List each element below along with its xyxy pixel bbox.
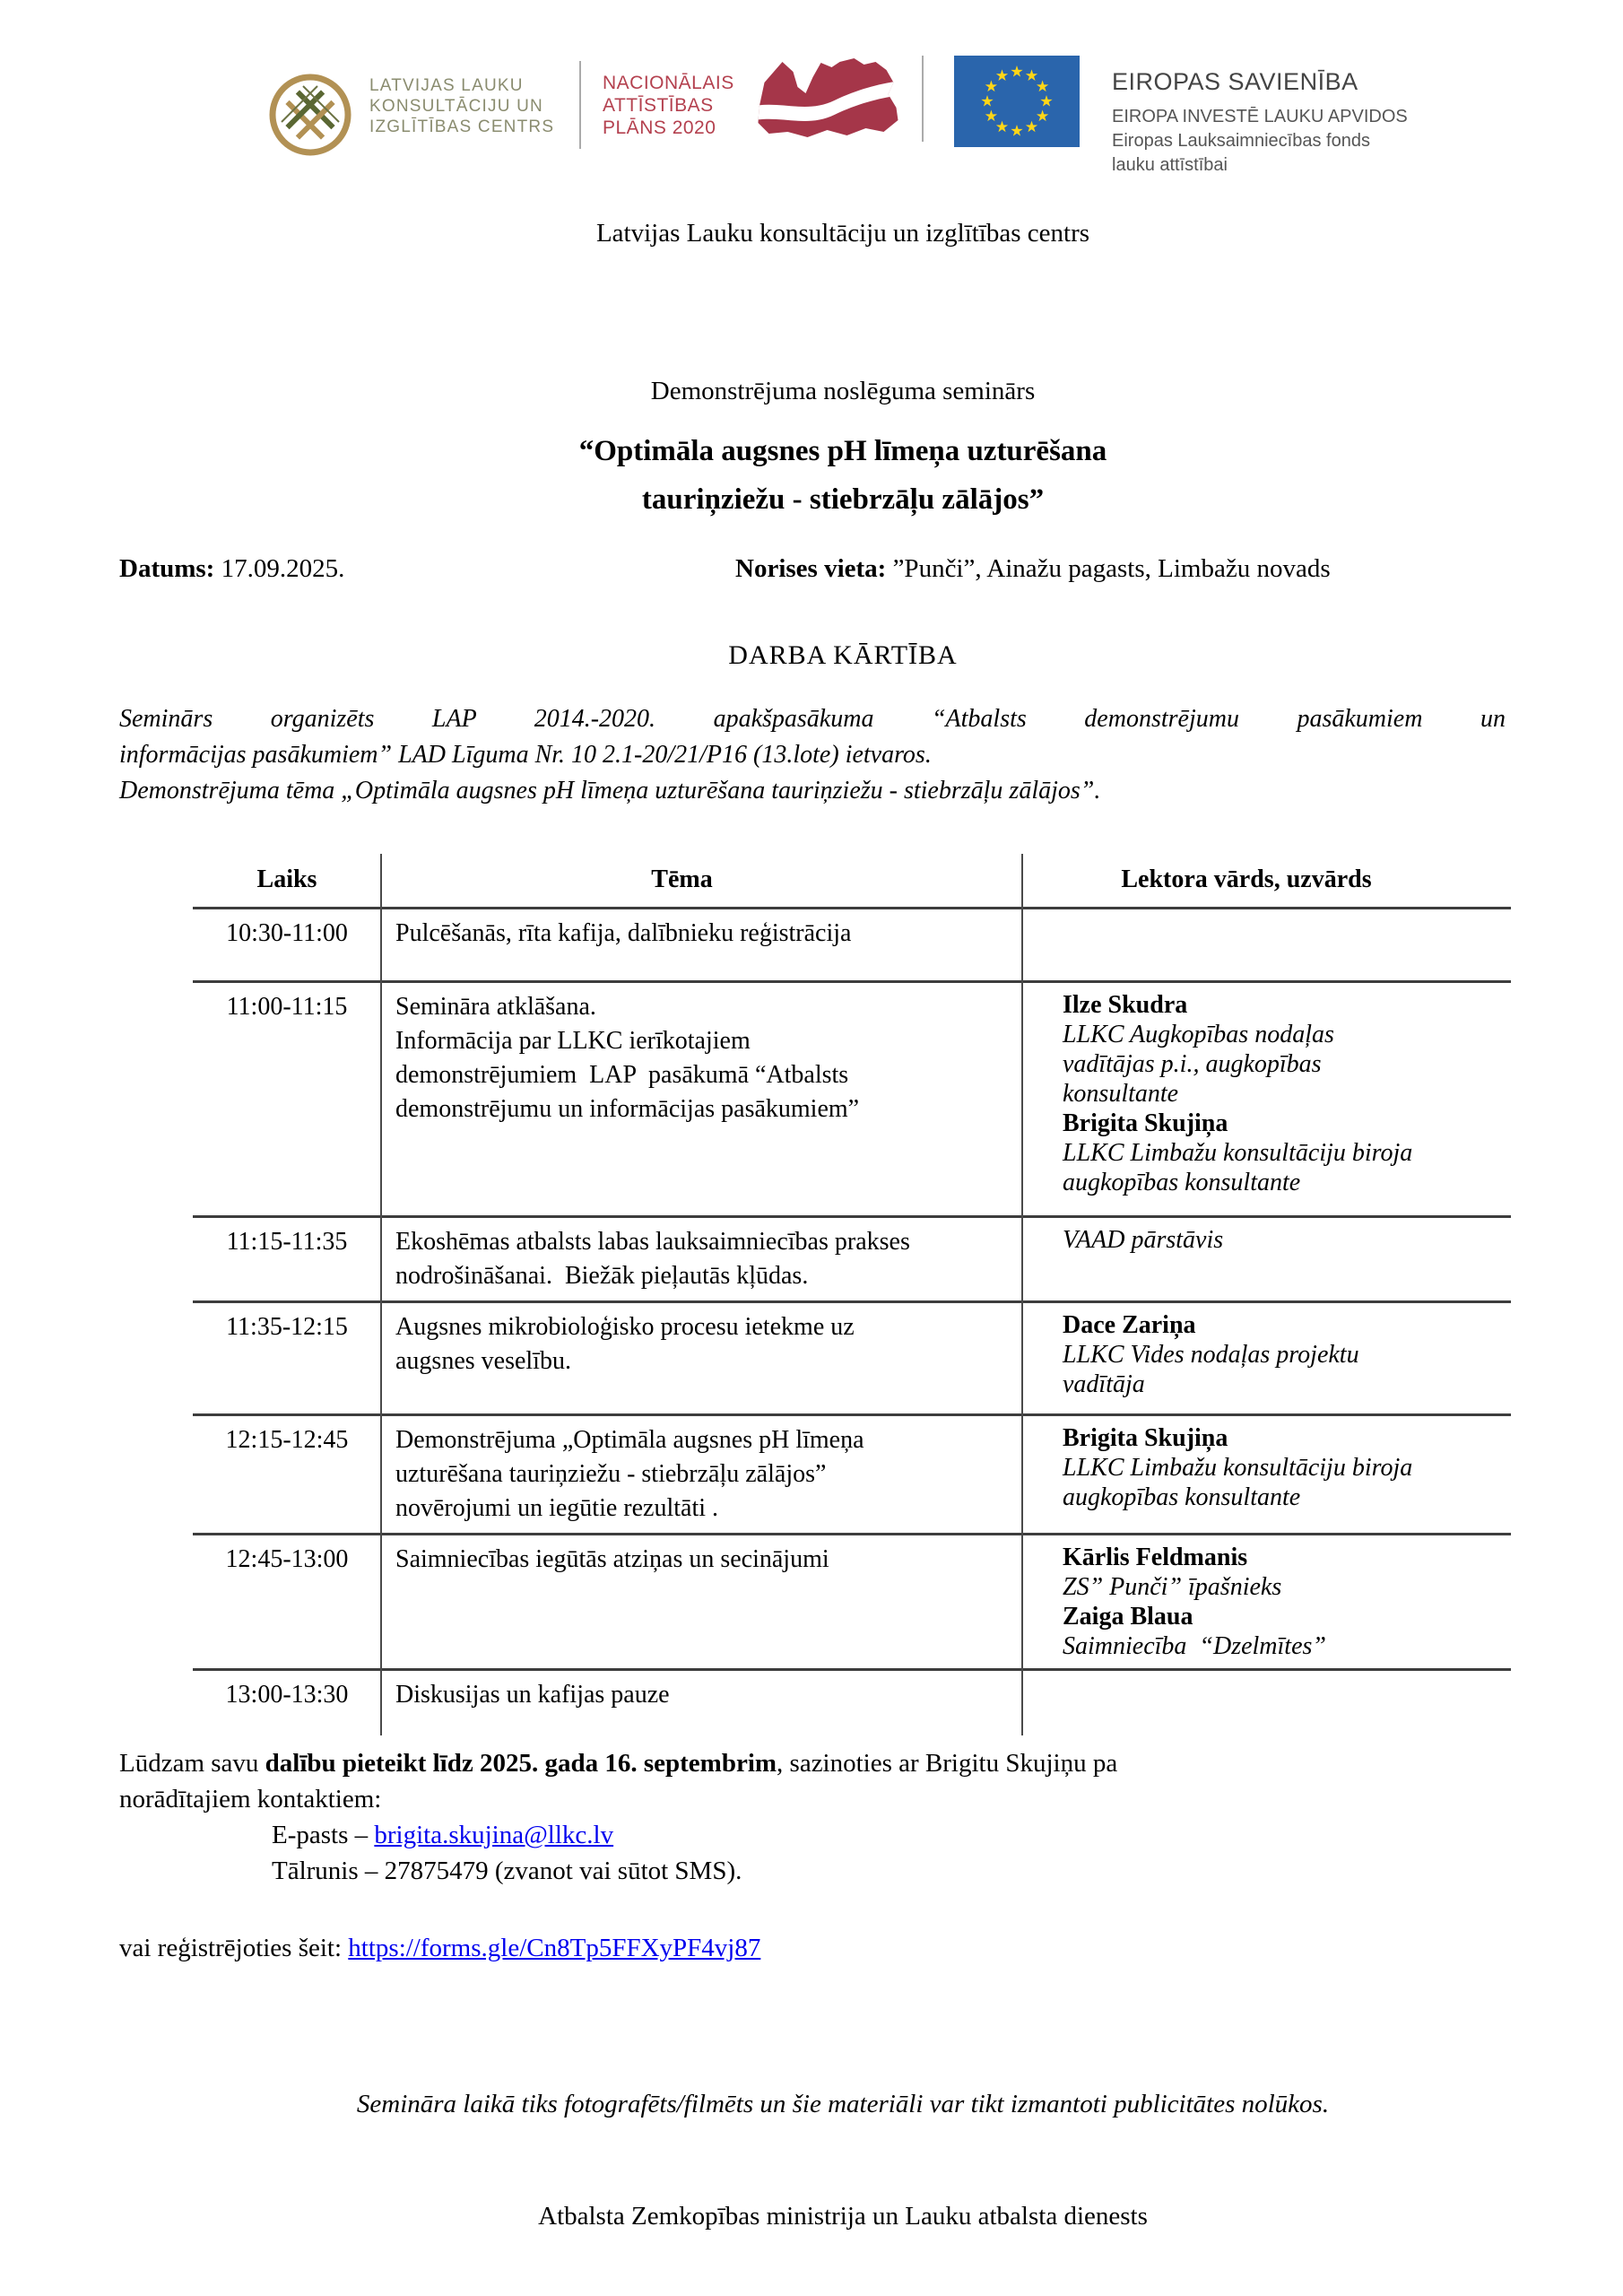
eu-flag-icon (954, 56, 1080, 147)
lecturer-cell (1022, 1535, 1511, 1668)
seminar-subtitle: Demonstrējuma noslēguma seminārs (650, 377, 1036, 405)
nap-line: PLĀNS 2020 (603, 117, 716, 138)
table-row (193, 909, 1511, 983)
time-cell: 13:00-13:30 (225, 1681, 349, 1709)
table-row (193, 1671, 1511, 1735)
intro-line: informācijas pasākumiem” LAD Līguma Nr. 10 2.1-20/21/P16 (13.lote) ietvaros. (119, 741, 932, 769)
lecturer-name: Brigita Skujiņa (1063, 1109, 1228, 1137)
time-cell: 11:15-11:35 (226, 1228, 348, 1256)
time-cell: 11:00-11:15 (226, 993, 348, 1021)
lecturer-name: Ilze Skudra (1063, 991, 1188, 1019)
lecturer-cell (1022, 1416, 1511, 1533)
lecturer-role: augkopības konsultante (1063, 1483, 1301, 1511)
email-line (272, 1817, 1509, 1853)
nap2020-logo-text (603, 72, 734, 139)
date-label: Datums: (119, 554, 215, 583)
table-row (193, 983, 1511, 1218)
lecturer-name: Brigita Skujiņa (1063, 1424, 1228, 1452)
logo-divider (579, 61, 581, 149)
column-header-topic: Tēma (651, 865, 713, 893)
lecturer-name: Kārlis Feldmanis (1063, 1544, 1248, 1571)
intro-line: Demonstrējuma tēma „Optimāla augsnes pH līmeņa uzturēšana tauriņziežu - stiebrzāļu zālājos”. (119, 777, 1101, 804)
llkc-logo-icon (265, 68, 355, 158)
topic-cell: Pulcēšanās, rīta kafija, dalībnieku reģistrācija (395, 919, 852, 947)
logo-divider (922, 56, 924, 142)
lecturer-cell (1022, 983, 1511, 1215)
nap-line: ATTĪSTĪBAS (603, 95, 714, 116)
nap-line: NACIONĀLAIS (603, 73, 734, 93)
lecturer-role: vadītājas p.i., augkopības (1063, 1050, 1322, 1078)
latvia-map-icon (744, 54, 901, 144)
column-header-lecturer: Lektora vārds, uzvārds (1121, 865, 1372, 893)
lecturer-cell (1022, 909, 1511, 980)
table-row (193, 1535, 1511, 1671)
photo-notice: Semināra laikā tiks fotografēts/filmēts un šie materiāli var tikt izmantoti publicitātes nolūkos. (356, 2090, 1330, 2118)
signup-paragraph: Lūdzam savu dalību pieteikt līdz 2025. gada 16. septembrim, sazinoties ar Brigitu Skujiņu pa (119, 1749, 1118, 1778)
seminar-title (119, 427, 1567, 524)
llkc-line: IZGLĪTĪBAS CENTRS (369, 117, 555, 136)
meta-row (119, 554, 1567, 584)
signup-paragraph-line2: norādītajiem kontaktiem: (119, 1785, 382, 1813)
topic-cell: Semināra atklāšana. Informācija par LLKC ierīkotajiem demonstrējumiem LAP pasākumā “Atbalsts demonstrējumu un informācijas pasākumiem” (395, 993, 860, 1123)
eu-logo-text (1112, 68, 1408, 178)
table-column-divider (1021, 854, 1023, 1735)
registration-line (119, 1934, 760, 1963)
intro-paragraph (119, 701, 1506, 809)
time-cell: 11:35-12:15 (226, 1313, 348, 1341)
lecturer-role: Saimniecība “Dzelmītes” (1063, 1632, 1326, 1660)
venue-label: Norises vieta: (735, 554, 887, 583)
topic-cell: Demonstrējuma „Optimāla augsnes pH līmeņa uzturēšana tauriņziežu - stiebrzāļu zālājos” novērojumi un iegūtie rezultāti . (395, 1426, 864, 1522)
registration-label: vai reģistrējoties šeit: (119, 1934, 349, 1962)
table-row (193, 1303, 1511, 1416)
llkc-logo-text (369, 75, 554, 137)
agenda-table (193, 854, 1511, 1735)
lecturer-role: VAAD pārstāvis (1063, 1226, 1224, 1254)
llkc-line: KONSULTĀCIJU UN (369, 97, 543, 116)
table-row (193, 1218, 1511, 1303)
organization-name: Latvijas Lauku konsultāciju un izglītības centrs (595, 219, 1090, 248)
lecturer-cell (1022, 1671, 1511, 1735)
llkc-line: LATVIJAS LAUKU (369, 76, 524, 95)
signup-block (119, 1745, 1509, 1889)
venue-value: ”Punči”, Ainažu pagasts, Limbažu novads (886, 554, 1331, 583)
seminar-title-line2: tauriņziežu - stiebrzāļu zālājos” (641, 483, 1045, 516)
time-cell: 12:15-12:45 (225, 1426, 349, 1454)
lecturer-role: vadītāja (1063, 1370, 1145, 1398)
venue (735, 554, 1331, 584)
lecturer-name: Dace Zariņa (1063, 1311, 1196, 1339)
lecturer-name: Zaiga Blaua (1063, 1603, 1193, 1631)
registration-link[interactable]: https://forms.gle/Cn8Tp5FFXyPF4vj87 (348, 1934, 761, 1962)
agenda-heading: DARBA KĀRTĪBA (728, 640, 958, 670)
topic-cell: Augsnes mikrobioloģisko procesu ietekme uz augsnes veselību. (395, 1313, 855, 1375)
eu-line: EIROPA INVESTĒ LAUKU APVIDOS (1112, 107, 1408, 126)
lecturer-role: LLKC Augkopības nodaļas (1063, 1021, 1334, 1048)
support-footer: Atbalsta Zemkopības ministrija un Lauku atbalsta dienests (538, 2202, 1148, 2231)
date-value: 17.09.2025. (214, 554, 345, 583)
seminar-title-line1: “Optimāla augsnes pH līmeņa uzturēšana (578, 435, 1107, 467)
topic-cell: Saimniecības iegūtās atziņas un secinājumi (395, 1545, 829, 1573)
column-header-time: Laiks (256, 865, 317, 893)
lecturer-cell (1022, 1303, 1511, 1413)
eu-line: Eiropas Lauksaimniecības fonds (1112, 131, 1370, 151)
eu-title: EIROPAS SAVIENĪBA (1112, 68, 1358, 95)
topic-cell: Diskusijas un kafijas pauze (395, 1681, 670, 1709)
lecturer-role: LLKC Limbažu konsultāciju biroja (1063, 1454, 1413, 1482)
email-link[interactable]: brigita.skujina@llkc.lv (374, 1821, 614, 1849)
intro-line: Seminārs organizēts LAP 2014.-2020. apakšpasākuma “Atbalsts demonstrējumu pasākumiem un (119, 705, 1506, 733)
table-column-divider (380, 854, 382, 1735)
email-label: E-pasts – (272, 1821, 375, 1849)
lecturer-role: ZS” Punči” īpašnieks (1063, 1573, 1282, 1601)
lecturer-cell (1022, 1218, 1511, 1300)
lecturer-role: augkopības konsultante (1063, 1169, 1301, 1196)
lecturer-role: konsultante (1063, 1080, 1179, 1108)
eu-line: lauku attīstībai (1112, 155, 1228, 175)
phone-line: Tālrunis – 27875479 (zvanot vai sūtot SMS). (272, 1857, 742, 1885)
table-row (193, 1416, 1511, 1535)
lecturer-role: LLKC Vides nodaļas projektu (1063, 1341, 1359, 1369)
table-header-row (193, 854, 1511, 909)
time-cell: 10:30-11:00 (226, 919, 348, 947)
lecturer-role: LLKC Limbažu konsultāciju biroja (1063, 1139, 1413, 1167)
time-cell: 12:45-13:00 (225, 1545, 349, 1573)
topic-cell: Ekoshēmas atbalsts labas lauksaimniecības prakses nodrošināšanai. Biežāk pieļautās kļūdas. (395, 1228, 910, 1290)
